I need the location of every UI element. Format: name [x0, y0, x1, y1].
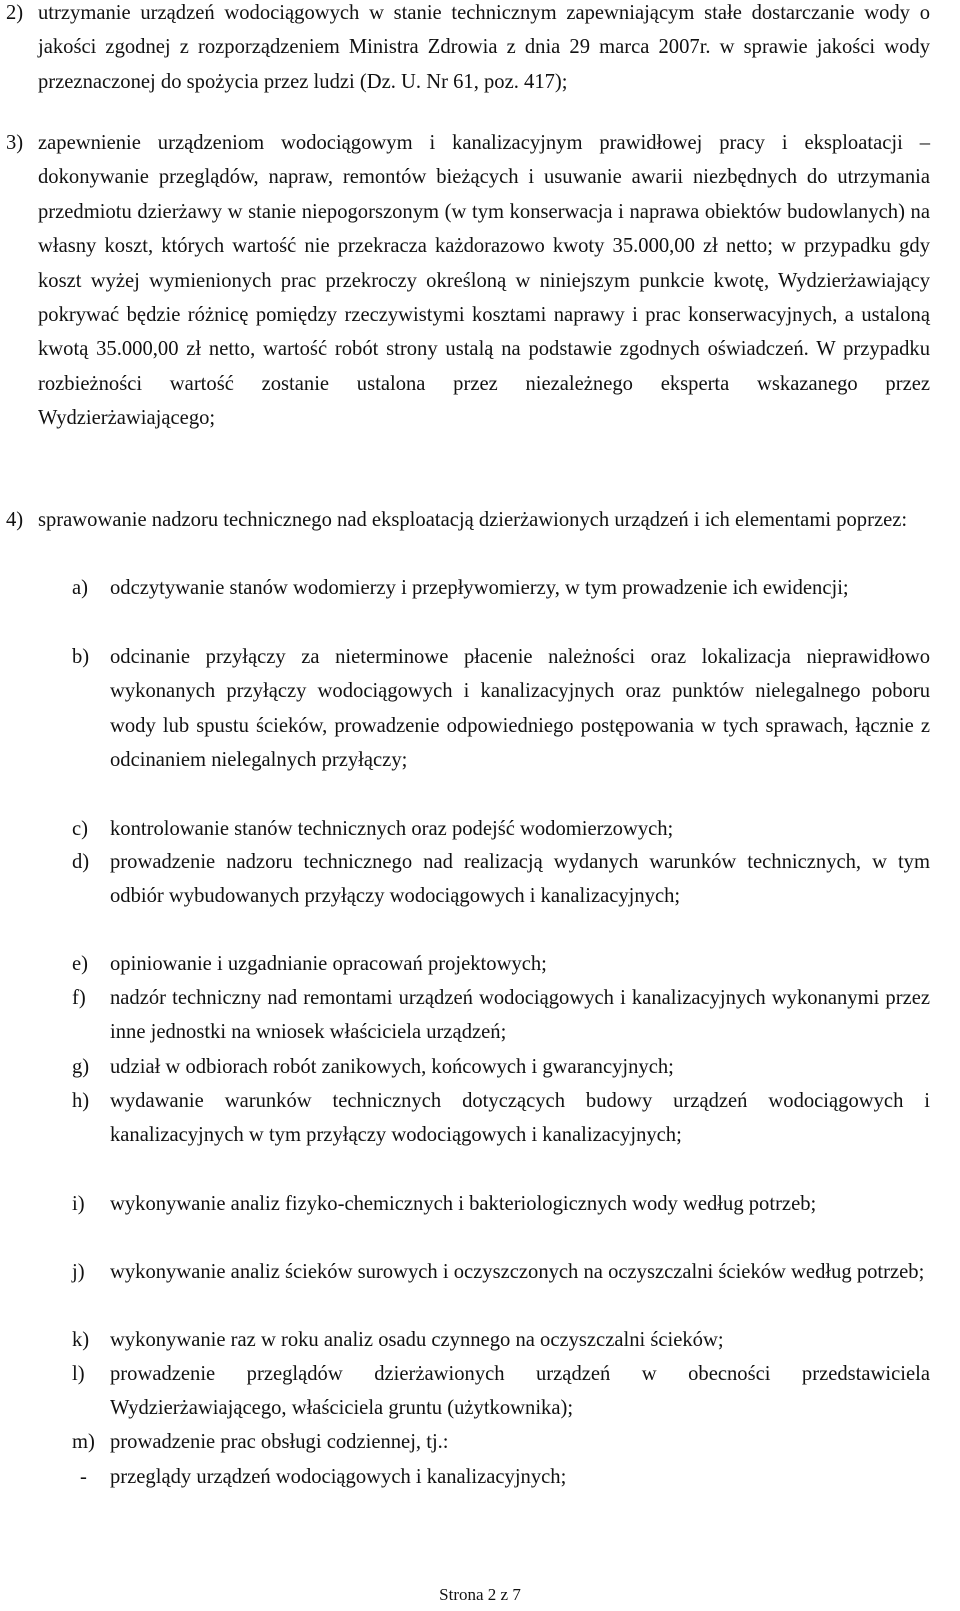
list-item-text: utrzymanie urządzeń wodociągowych w stanie technicznym zapewniającym stałe dostarczanie wody o jakości zgodnej z rozporządzeniem Ministra Zdrowia z dnia 29 marca 2007r. w sprawie jakości wody przeznaczonej do spożycia przez ludzi (Dz. U. Nr 61, poz. 417);: [38, 2, 930, 93]
sub-list-item-letter: g): [72, 1056, 90, 1078]
list-item: [6, 503, 930, 537]
sub-list-item: [72, 981, 930, 1050]
sub-list-item-letter: e): [72, 953, 88, 975]
page-footer: Strona 2 z 7: [439, 1585, 521, 1604]
sub-list-item-text: udział w odbiorach robót zanikowych, końcowych i gwarancyjnych;: [110, 1056, 674, 1078]
sub-list-item: [72, 947, 930, 981]
sub-list-item-letter: m): [72, 1431, 95, 1453]
sub-list-item: [72, 1425, 930, 1459]
sub-list-item: [72, 1084, 930, 1153]
sub-list-item: [80, 1460, 938, 1494]
sub-list-item-text: odcinanie przyłączy za nieterminowe płacenie należności oraz lokalizacja nieprawidłowo wykonanych przyłączy wodociągowych i kanalizacyjnych oraz punktów nielegalnego poboru wody lub spustu ścieków, prowadzenie odpowiedniego postępowania w tych sprawach, łącznie z odcinaniem nielegalnych przyłączy;: [110, 646, 930, 772]
sub-list-item: [72, 1357, 930, 1426]
sub-list-item-text: nadzór techniczny nad remontami urządzeń wodociągowych i kanalizacyjnych wykonanymi przez inne jednostki na wniosek właściciela urządzeń;: [110, 987, 930, 1044]
sub-list-item-letter: l): [72, 1363, 85, 1385]
sub-list-item: [72, 571, 930, 605]
sub-list-item-letter: j): [72, 1261, 85, 1283]
sub-list-item-text: prowadzenie przeglądów dzierżawionych urządzeń w obecności przedstawiciela Wydzierżawiającego, właściciela gruntu (użytkownika);: [110, 1363, 930, 1420]
sub-list-item-text: kontrolowanie stanów technicznych oraz podejść wodomierzowych;: [110, 818, 674, 840]
list-item: [6, 0, 930, 99]
sub-list-item-text: odczytywanie stanów wodomierzy i przepływomierzy, w tym prowadzenie ich ewidencji;: [110, 577, 849, 599]
sub-list-item-text: wykonywanie analiz ścieków surowych i oczyszczonych na oczyszczalni ścieków według potrzeb;: [110, 1261, 925, 1283]
list-item-text: zapewnienie urządzeniom wodociągowym i kanalizacyjnym prawidłowej pracy i eksploatacji – dokonywanie przeglądów, napraw, remontów bieżących i usuwanie awarii niezbędnych do utrzymania przedmiotu dzierżawy w stanie niepogorszonym (w tym konserwacja i naprawa obiektów budowlanych) na własny koszt, których wartość nie przekracza każdorazowo kwoty 35.000,00 zł netto; w przypadku gdy koszt wyżej wymienionych prac przekroczy określoną w niniejszym punkcie kwotę, Wydzierżawiający pokrywać będzie różnicę pomiędzy rzeczywistymi kosztami naprawy i prac konserwacyjnych, a ustaloną kwotą 35.000,00 zł netto, wartość robót strony ustalą na podstawie zgodnych oświadczeń. W przypadku rozbieżności wartość zostanie ustalona przez niezależnego eksperta wskazanego przez Wydzierżawiającego;: [38, 132, 930, 430]
sub-list-item-text: wydawanie warunków technicznych dotyczących budowy urządzeń wodociągowych i kanalizacyjnych w tym przyłączy wodociągowych i kanalizacyjnych;: [110, 1090, 930, 1147]
list-item-text: sprawowanie nadzoru technicznego nad eksploatacją dzierżawionych urządzeń i ich elementami poprzez:: [38, 509, 908, 531]
sub-list-item-text: przeglądy urządzeń wodociągowych i kanalizacyjnych;: [110, 1466, 567, 1488]
sub-list-item-text: opiniowanie i uzgadnianie opracowań projektowych;: [110, 953, 547, 975]
sub-list-item: [72, 1187, 930, 1221]
sub-list-item: [72, 1255, 930, 1289]
sub-list-item-letter: c): [72, 818, 88, 840]
sub-list-item: [72, 1323, 930, 1357]
list-item-number: 3): [6, 132, 24, 154]
sub-list-item: [72, 812, 930, 846]
list-item: [6, 126, 930, 436]
sub-list-item-letter: b): [72, 646, 90, 668]
sub-list-item-text: wykonywanie analiz fizyko-chemicznych i bakteriologicznych wody według potrzeb;: [110, 1193, 817, 1215]
sub-list-item: [72, 1050, 930, 1084]
sub-list-item-letter: d): [72, 851, 90, 873]
sub-list-item: [72, 640, 930, 778]
sub-list-item: [72, 845, 930, 914]
sub-list-item-letter: h): [72, 1090, 90, 1112]
sub-list-item-letter: i): [72, 1193, 85, 1215]
sub-list-item-letter: k): [72, 1329, 90, 1351]
list-item-number: 2): [6, 2, 24, 24]
sub-list-item-text: wykonywanie raz w roku analiz osadu czynnego na oczyszczalni ścieków;: [110, 1329, 724, 1351]
sub-list-item-dash: -: [80, 1466, 87, 1488]
list-item-number: 4): [6, 509, 24, 531]
sub-list-item-text: prowadzenie nadzoru technicznego nad realizacją wydanych warunków technicznych, w tym odbiór wybudowanych przyłączy wodociągowych i kanalizacyjnych;: [110, 851, 930, 908]
sub-list-item-letter: f): [72, 987, 86, 1009]
sub-list-item-text: prowadzenie prac obsługi codziennej, tj.:: [110, 1431, 449, 1453]
sub-list-item-letter: a): [72, 577, 88, 599]
